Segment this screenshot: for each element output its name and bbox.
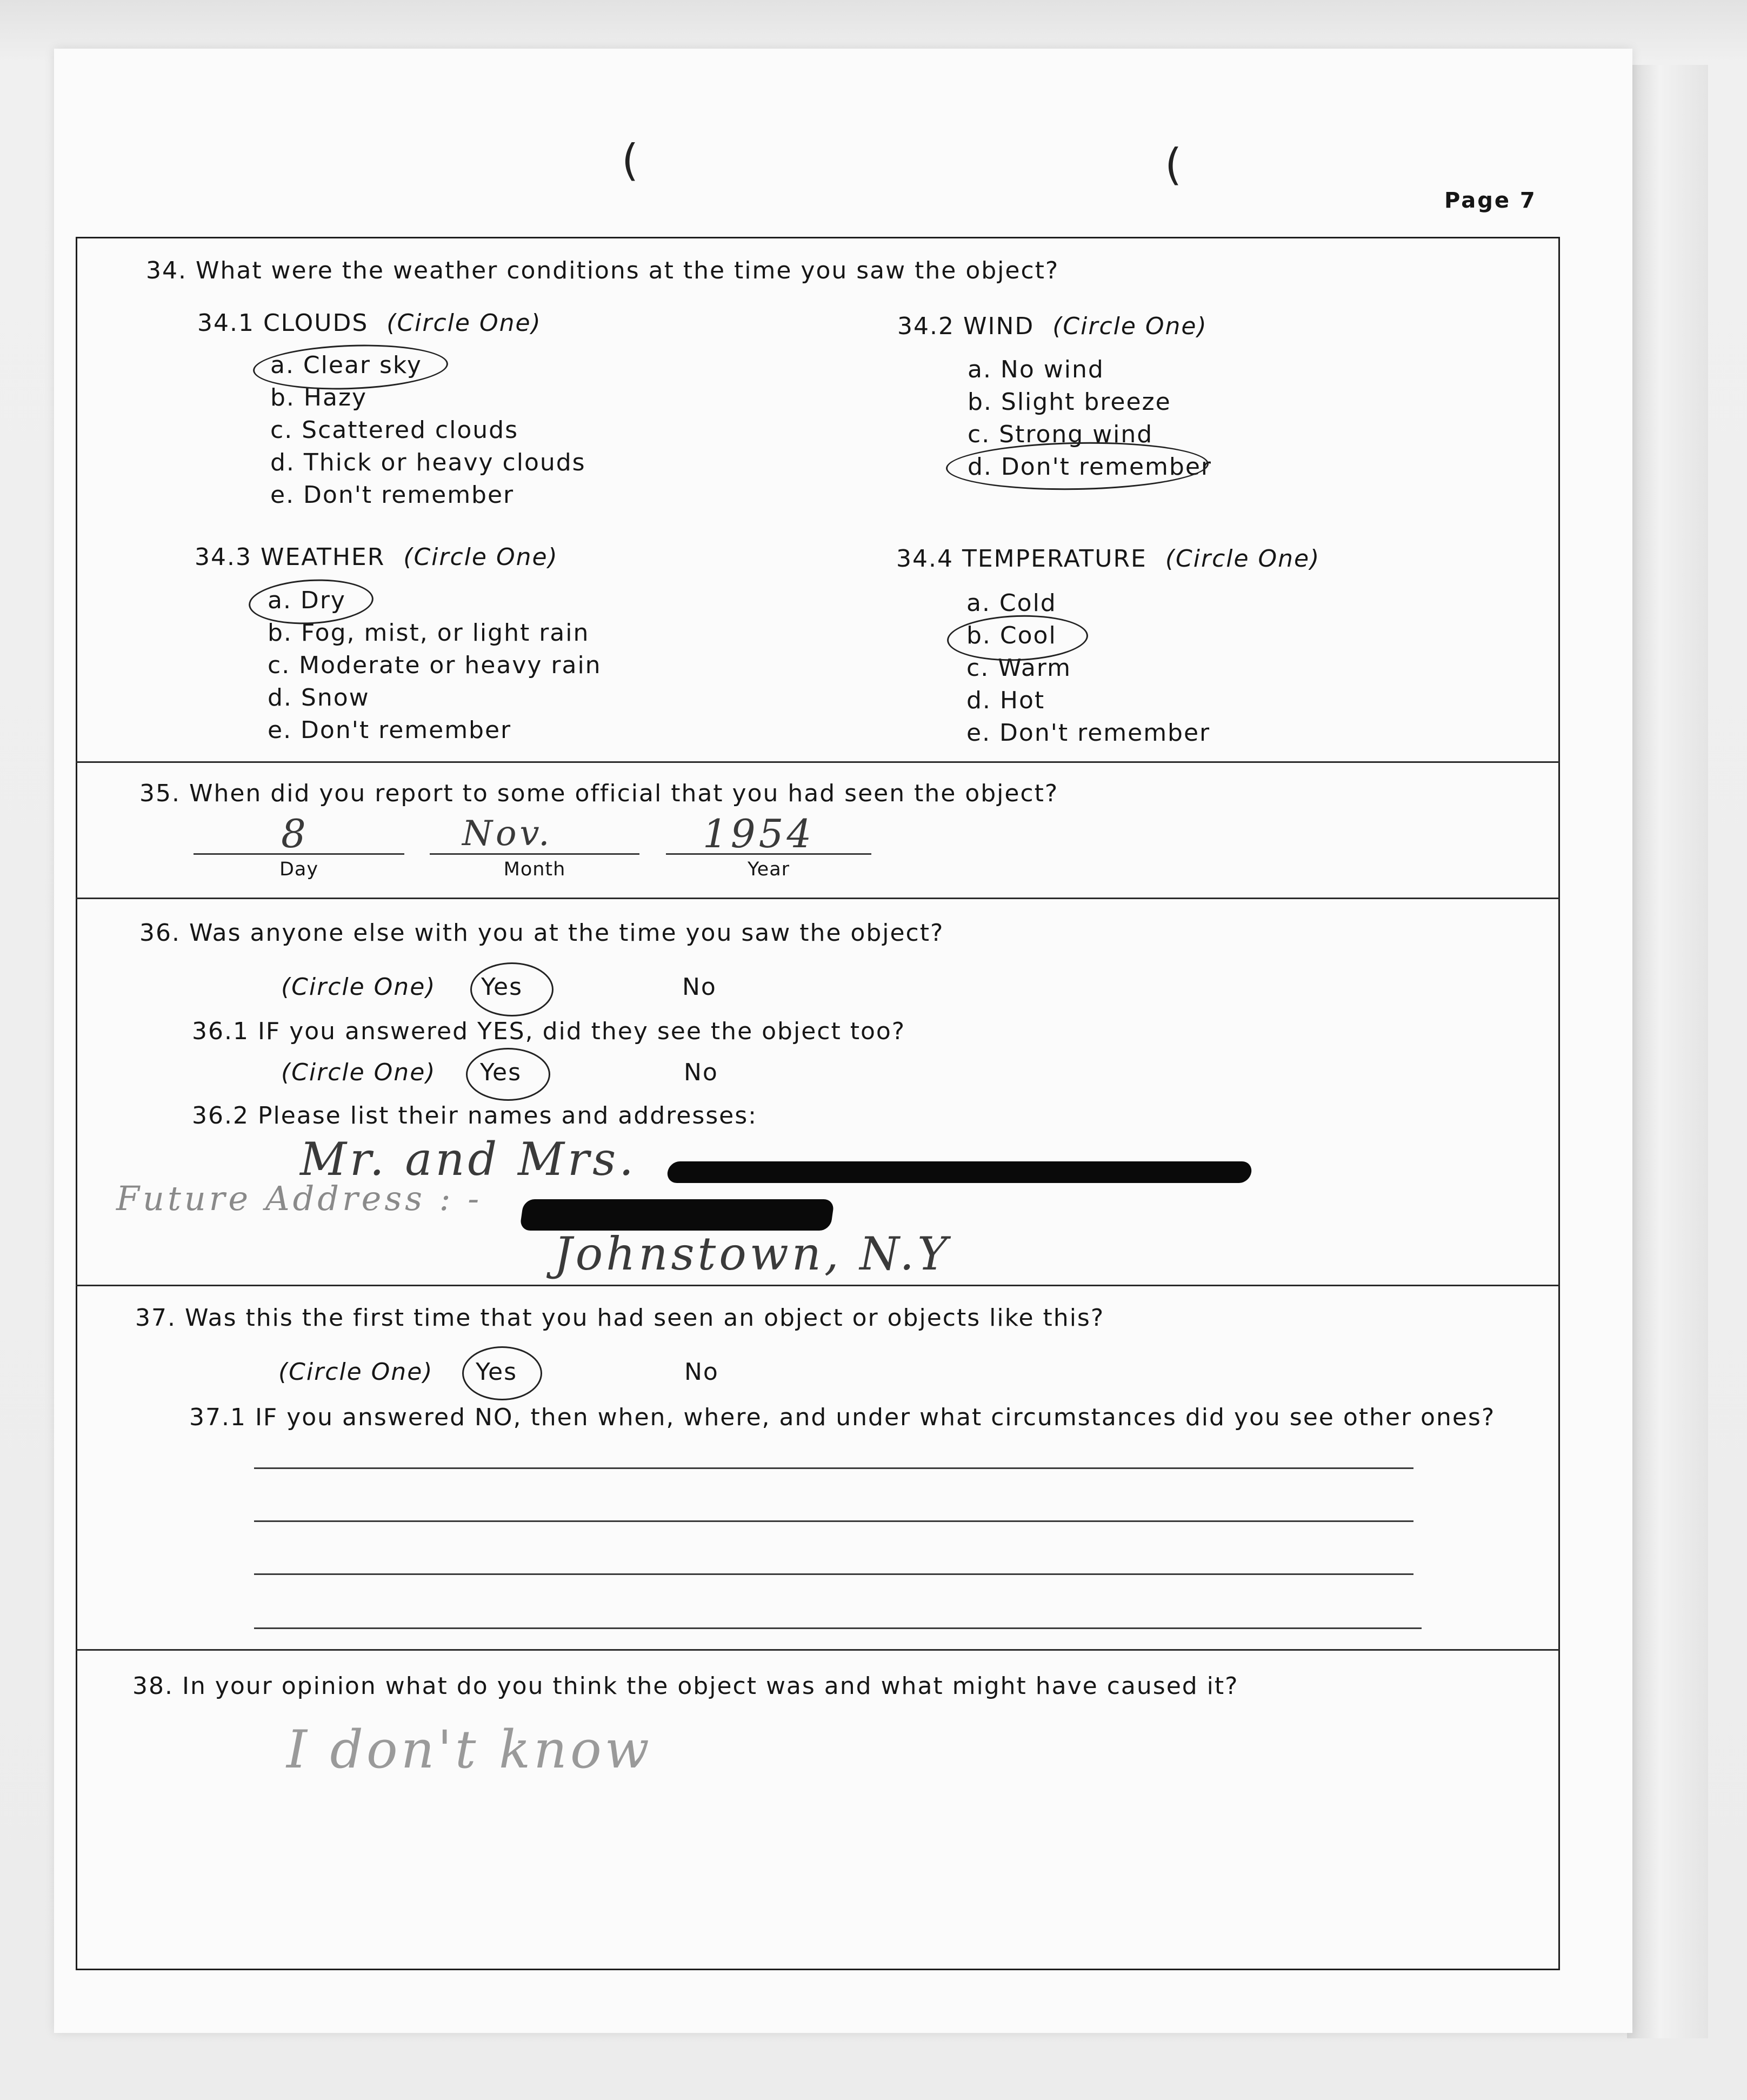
temperature-option-a: a. Cold (966, 589, 1057, 617)
q36-yes: Yes (481, 973, 523, 1001)
weather-option-e: e. Don't remember (268, 716, 512, 744)
scan-edge-shadow (1627, 65, 1708, 2038)
weather-heading-text: 34.3 WEATHER (195, 543, 385, 571)
month-line (430, 853, 639, 855)
q36-2-question: 36.2 Please list their names and addresses: (192, 1102, 757, 1129)
clouds-option-c: c. Scattered clouds (270, 416, 519, 444)
wind-heading-text: 34.2 WIND (897, 313, 1035, 340)
opinion-answer-handwriting: I don't know (286, 1719, 652, 1780)
temperature-circle-one: (Circle One) (1165, 545, 1321, 573)
q34-question: 34. What were the weather conditions at the time you saw the object? (146, 257, 1059, 284)
q34-3-heading (195, 543, 558, 571)
q36-yes-circle (470, 962, 554, 1016)
wind-option-a: a. No wind (968, 356, 1104, 383)
divider-34-35 (76, 761, 1559, 763)
weather-circle-one: (Circle One) (403, 543, 558, 571)
q37-no: No (684, 1358, 719, 1386)
temperature-option-b: b. Cool (966, 622, 1057, 649)
binder-mark-left: ( (622, 135, 639, 185)
q37-circle-one: (Circle One) (278, 1358, 434, 1386)
binder-mark-right: ( (1165, 139, 1182, 190)
q34-1-heading (197, 309, 542, 337)
q37-yes: Yes (476, 1358, 518, 1386)
q38-question: 38. In your opinion what do you think the object was and what might have caused it? (132, 1672, 1239, 1700)
report-day-value: 8 (281, 811, 309, 856)
q36-1-yes: Yes (480, 1059, 522, 1086)
divider-36-37 (76, 1285, 1559, 1286)
q36-circle-one: (Circle One) (281, 973, 436, 1001)
q37-1-question: 37.1 IF you answered NO, then when, where, and under what circumstances did you see other ones? (189, 1404, 1496, 1431)
clouds-circle-one: (Circle One) (386, 309, 542, 337)
answer-line-2 (254, 1520, 1413, 1522)
wind-option-d: d. Don't remember (968, 453, 1212, 481)
report-year-value: 1954 (703, 811, 815, 856)
weather-option-a: a. Dry (268, 587, 346, 614)
future-address-handwriting: Future Address : - (116, 1179, 483, 1218)
divider-37-38 (76, 1649, 1559, 1651)
q35-question: 35. When did you report to some official that you had seen the object? (139, 780, 1059, 807)
weather-option-c: c. Moderate or heavy rain (268, 652, 602, 679)
wind-option-c: c. Strong wind (968, 421, 1153, 448)
report-month-value: Nov. (462, 814, 553, 854)
year-line (666, 853, 871, 855)
answer-line-1 (254, 1467, 1413, 1469)
clouds-option-b: b. Hazy (270, 384, 368, 411)
redaction-bar-address (519, 1199, 835, 1231)
weather-option-d: d. Snow (268, 684, 370, 712)
companion-names-handwriting: Mr. and Mrs. (300, 1133, 637, 1186)
wind-circle-one: (Circle One) (1052, 313, 1208, 340)
answer-line-3 (254, 1573, 1413, 1575)
page-number: Page 7 (1444, 188, 1537, 213)
q34-4-heading (896, 545, 1320, 573)
redaction-bar-name (666, 1161, 1253, 1183)
clouds-option-a: a. Clear sky (270, 351, 422, 379)
q34-2-heading (897, 313, 1208, 340)
answer-line-4 (254, 1627, 1422, 1629)
temperature-option-e: e. Don't remember (966, 719, 1211, 747)
q36-question: 36. Was anyone else with you at the time you saw the object? (139, 919, 944, 947)
year-label: Year (747, 859, 790, 880)
wind-option-b: b. Slight breeze (968, 388, 1171, 416)
q36-1-circle-one: (Circle One) (281, 1059, 436, 1086)
q36-1-no: No (684, 1059, 718, 1086)
q36-1-yes-circle (466, 1048, 550, 1101)
q37-question: 37. Was this the first time that you had seen an object or objects like this? (135, 1304, 1105, 1332)
divider-35-36 (76, 898, 1559, 899)
q36-1-question: 36.1 IF you answered YES, did they see the object too? (192, 1018, 906, 1045)
clouds-option-d: d. Thick or heavy clouds (270, 449, 586, 476)
temperature-heading-text: 34.4 TEMPERATURE (896, 545, 1147, 573)
month-label: Month (503, 859, 566, 880)
weather-option-b: b. Fog, mist, or light rain (268, 619, 590, 647)
city-handwriting: Johnstown, N.Y (554, 1227, 951, 1280)
clouds-option-e: e. Don't remember (270, 481, 515, 509)
day-line (194, 853, 404, 855)
q36-no: No (682, 973, 717, 1001)
temperature-option-c: c. Warm (966, 654, 1071, 682)
clouds-heading-text: 34.1 CLOUDS (197, 309, 369, 337)
temperature-option-d: d. Hot (966, 687, 1045, 714)
day-label: Day (279, 859, 319, 880)
q37-yes-circle (462, 1346, 542, 1400)
